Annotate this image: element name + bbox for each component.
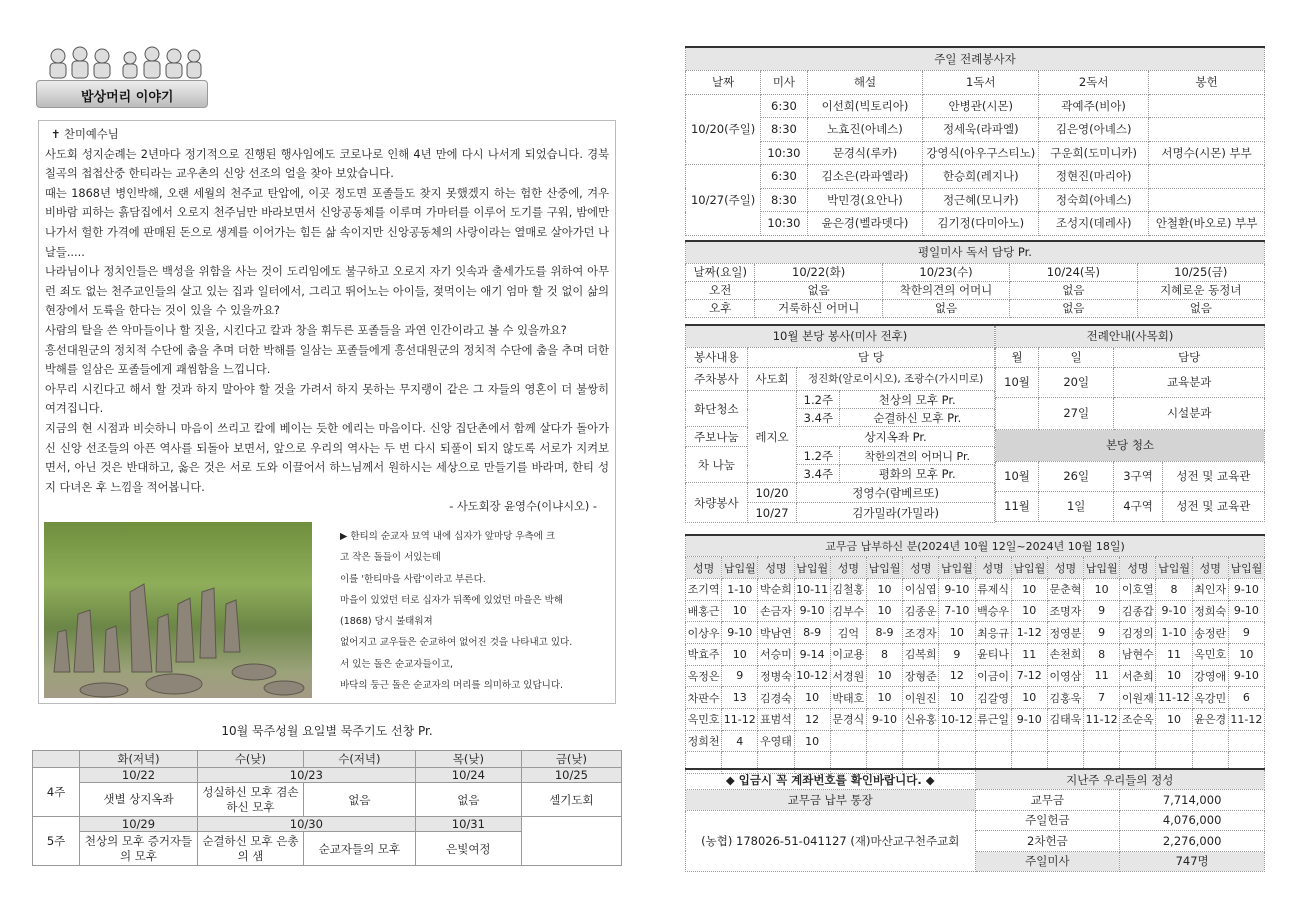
donor-month: 9-10 [866, 709, 902, 731]
donor-name: 최응규 [975, 622, 1011, 644]
donor-name: 박효주 [686, 643, 722, 665]
duty-title: 10월 본당 봉사(미사 전후) [686, 325, 995, 347]
donor-month: 10 [722, 600, 758, 622]
donor-month: 9-10 [1156, 600, 1192, 622]
donor-month: 10 [1084, 578, 1120, 600]
donor-name: 손금자 [758, 600, 794, 622]
donor-month [1084, 730, 1120, 752]
week-label: 5주 [33, 817, 80, 866]
donor-name-header: 성명 [1047, 557, 1083, 579]
donor-month: 10 [866, 665, 902, 687]
donor-name: 정희숙 [1192, 600, 1228, 622]
donor-name: 윤티나 [975, 643, 1011, 665]
donor-month: 10 [794, 730, 830, 752]
hanti-stones-photo [44, 522, 312, 698]
donor-name: 서승미 [758, 643, 794, 665]
col-header: 수(저녁) [303, 751, 415, 768]
donor-month [1011, 730, 1047, 752]
donor-month: 9-14 [794, 643, 830, 665]
col-header: 화(저녁) [80, 751, 198, 768]
donor-name: 정희천 [686, 730, 722, 752]
donor-month: 9 [939, 643, 975, 665]
donor-month-header: 납입월 [722, 557, 758, 579]
donor-name: 김태욱 [1047, 709, 1083, 731]
donor-month: 8-9 [866, 622, 902, 644]
donor-month: 11 [1011, 643, 1047, 665]
donor-name-header: 성명 [758, 557, 794, 579]
donor-month: 13 [722, 687, 758, 709]
offering-title: 지난주 우리들의 정성 [975, 769, 1265, 790]
donor-month: 11 [1084, 665, 1120, 687]
donor-name: 김철홍 [830, 578, 866, 600]
donor-name: 서경원 [830, 665, 866, 687]
donor-name: 윤은경 [1192, 709, 1228, 731]
col-header: 금(낮) [521, 751, 621, 768]
donor-name: 이원진 [903, 687, 939, 709]
logo-text: 밥상머리 이야기 [81, 90, 174, 105]
donor-name-header: 성명 [1120, 557, 1156, 579]
caption-line: 이를 '한티마을 사람'이라고 부른다. [340, 573, 486, 585]
donor-name: 박태호 [830, 687, 866, 709]
donor-name: 이호열 [1120, 578, 1156, 600]
donor-name: 김경숙 [758, 687, 794, 709]
donor-month: 9 [1228, 622, 1264, 644]
donor-month: 11 [1156, 643, 1192, 665]
donor-month: 10 [1011, 600, 1047, 622]
donors-title: 교무금 납부하신 분(2024년 10월 12일~2024년 10월 18일) [686, 535, 1265, 557]
caption-line: 서 있는 돌은 순교자들이고, [340, 658, 454, 670]
cleaning-title: 본당 청소 [996, 429, 1265, 461]
caption-line: 고 작은 돌들이 서있는데 [340, 552, 441, 564]
donor-month: 10-11 [794, 578, 830, 600]
column-logo [36, 44, 208, 110]
donor-month: 10 [866, 600, 902, 622]
donor-name: 옥정은 [686, 665, 722, 687]
donor-name [903, 730, 939, 752]
donor-name [975, 730, 1011, 752]
donor-month: 10 [722, 643, 758, 665]
weekday-table: 평일미사 독서 담당 Pr. 날짜(요일) 10/22(화) 10/23(수) 10/24(목) 10/25(금) 오전 없음 착한의견의 어머니 없음 지혜로운 동정녀 오후 거룩하신 어머니 없음 없음 없음 [685, 240, 1265, 318]
donor-name-header: 성명 [1192, 557, 1228, 579]
donors-table [685, 534, 1265, 774]
stones-illustration-icon [44, 522, 312, 698]
weekday-title: 평일미사 독서 담당 Pr. [686, 241, 1265, 263]
donor-month: 11-12 [1084, 709, 1120, 731]
donor-month-header: 납입월 [1156, 557, 1192, 579]
donor-name: 송정란 [1192, 622, 1228, 644]
donor-name: 강영애 [1192, 665, 1228, 687]
donor-name-header: 성명 [903, 557, 939, 579]
col-header: 목(낮) [415, 751, 521, 768]
donor-month-header: 납입월 [1011, 557, 1047, 579]
donor-name: 이원재 [1120, 687, 1156, 709]
donor-month: 10-12 [939, 709, 975, 731]
donor-month: 12 [794, 709, 830, 731]
donor-month: 10 [794, 687, 830, 709]
donor-name: 문경식 [830, 709, 866, 731]
donor-name: 문춘혁 [1047, 578, 1083, 600]
donor-name: 백승우 [975, 600, 1011, 622]
donor-name: 이금이 [975, 665, 1011, 687]
donor-month: 7-12 [1011, 665, 1047, 687]
bank-title: 교무금 납부 통장 [686, 790, 976, 811]
article-paragraph: 사람의 탈을 쓴 악마들이나 할 짓을, 시킨다고 칼과 창을 휘두른 포졸들을 과연 인간이라고 볼 수 있을까요? [45, 323, 567, 337]
caption-line: ▶ 한티의 순교자 묘역 내에 십자가 앞마당 우측에 크 [340, 531, 556, 542]
caption-line: 마을이 있었던 터로 십자가 뒤쪽에 있었던 마을은 박해 [340, 594, 564, 606]
donor-month: 1-10 [722, 578, 758, 600]
bank-info: (농협) 178026-51-041127 (재)마산교구천주교회 [686, 810, 976, 872]
donor-month-header: 납입월 [939, 557, 975, 579]
donor-month: 10 [1011, 578, 1047, 600]
donor-month [1228, 730, 1264, 752]
donor-month-header: 납입월 [794, 557, 830, 579]
donor-name-header: 성명 [686, 557, 722, 579]
liturgy-table: 주일 전례봉사자 날짜 미사 해설 1독서 2독서 봉헌 10/20(주일) 6:30 이선희(빅토리아) 안병관(시몬) 곽예주(비아) 8:30 노효진(아녜스) 정세욱(라파엘) 김은영(아녜스) 10:30 문경식(루카) 강영식(아우구스티노) 구운희(도미니카) 서명수(시몬) 부부 10/27(주일) 6:30 김소은(라파엘라) 한승희(레지나) 정현진(마리아) 8:30 박민경(요안나) 정근혜(모니카) 정숙희(아녜스) 10:30 윤은경(벨라뎃다) 김기정(다미아노) 조성지(데레사) 안철환(바오로) 부부 [685, 46, 1265, 236]
mass-date: 10/20(주일) [686, 94, 761, 165]
donor-name: 배홍근 [686, 600, 722, 622]
donor-row [686, 730, 1265, 752]
donor-month: 4 [722, 730, 758, 752]
donor-name [830, 730, 866, 752]
article-paragraph: 때는 1868년 병인박해, 오랜 세월의 천주교 탄압에, 이곳 정도면 포졸들도 찾지 못했겠지 하는 험한 산중에, 겨우 비바람 피하는 흙담집에서 오로지 천주님만 바라보면서 신앙공동체를 이루며 가마터를 이루어 도기를 구워, 밤에만 나가서 헐한 가격에 판매된 돈으로 생계를 이어가는 힘든 삶 속이지만 신앙공동체의 사랑이라는 열매로 살아가던 나날들..... [45, 186, 609, 259]
donor-month: 11-12 [1156, 687, 1192, 709]
donor-name: 김종운 [903, 600, 939, 622]
prayer-title: 10월 묵주성월 요일별 묵주기도 선창 Pr. [221, 724, 433, 738]
donor-row [686, 687, 1265, 709]
donor-row [686, 709, 1265, 731]
donor-name: 신유홍 [903, 709, 939, 731]
donor-name [1047, 730, 1083, 752]
donor-name: 옥민호 [1192, 643, 1228, 665]
donor-name: 이교용 [830, 643, 866, 665]
duty-table: 10월 본당 봉사(미사 전후) 봉사내용 담 당 주차봉사 사도회 정진화(알로이시오), 조광수(가시미로) 화단청소 레지오 1.2주 천상의 모후 Pr. 3.4주 순결하신 모후 Pr. 주보나눔 상지옥좌 Pr. 차 나눔 1.2주 착한의견의 어머니 Pr. 3.4주 평화의 모후 Pr. 차량봉사 10/20 정영수(람베르또) 10/27 김가밀라(가밀라) [685, 324, 995, 523]
donor-month: 1-12 [1011, 622, 1047, 644]
donor-month: 8 [1156, 578, 1192, 600]
donor-month: 10-12 [794, 665, 830, 687]
donor-name: 옥민호 [686, 709, 722, 731]
article-greeting: ✝ 찬미예수님 [51, 128, 119, 141]
donor-month: 8 [1084, 643, 1120, 665]
donor-name [1120, 730, 1156, 752]
col-header: 수(낮) [197, 751, 303, 768]
donor-name: 김복희 [903, 643, 939, 665]
donor-month: 1-10 [1156, 622, 1192, 644]
article-paragraph: 아무리 시킨다고 해서 할 것과 하지 말아야 할 것을 가려서 하지 못하는 무지랭이 같은 그 자들의 영혼이 더 불쌍히 여겨집니다. [45, 382, 609, 416]
article-paragraph: 흥선대원군의 정치적 수단에 춤을 추며 더한 박해를 일삼는 포졸들에게 흥선대원군의 정치적 수단에 춤을 추며 더한 박해를 일삼은 포졸들에게 괘씸함을 느낍니다. [45, 343, 609, 377]
account-notice: ◆ 입금시 꼭 계좌번호를 확인바랍니다. ◆ [686, 769, 976, 790]
donor-name: 표범석 [758, 709, 794, 731]
donor-name: 김부수 [830, 600, 866, 622]
donor-name: 우영태 [758, 730, 794, 752]
donor-name: 박남연 [758, 622, 794, 644]
people-illustration-icon [44, 44, 204, 80]
donor-row [686, 600, 1265, 622]
donor-month: 10 [1011, 687, 1047, 709]
mass-date: 10/27(주일) [686, 165, 761, 236]
donor-name-header: 성명 [975, 557, 1011, 579]
donor-name: 손천희 [1047, 643, 1083, 665]
donor-month: 10 [1156, 665, 1192, 687]
article-paragraph: 사도회 성지순례는 2년마다 정기적으로 진행된 행사임에도 코로나로 인해 4년 만에 다시 나서게 되었습니다. 경북 칠곡의 첩첩산중 한티라는 교우촌의 신앙 선조의 얼을 찾아 보았습니다. [45, 147, 609, 181]
donor-month: 10 [866, 578, 902, 600]
donor-name: 김종갑 [1120, 600, 1156, 622]
donor-name: 옥강민 [1192, 687, 1228, 709]
donor-month: 9-10 [794, 600, 830, 622]
donor-row [686, 622, 1265, 644]
article-signature: - 사도회장 윤영수(이냐시오) - [449, 500, 597, 514]
donor-name: 김홍욱 [1047, 687, 1083, 709]
donor-name: 김갈영 [975, 687, 1011, 709]
donor-name: 차판수 [686, 687, 722, 709]
article-paragraph: 나라님이나 정치인들은 백성을 위함을 사는 것이 도리임에도 불구하고 오로지 자기 잇속과 출세가도를 위하여 아무런 죄도 없는 천주교인들의 살고 있는 집과 일터에서, 그리고 뛰어노는 아이들, 젖먹이는 애기 엄마 할 것 없이 삶의 현장에서 도륙을 한다는 것이 있을 수 있을까요? [45, 265, 609, 318]
donor-month: 9-10 [1228, 600, 1264, 622]
donor-name: 남현수 [1120, 643, 1156, 665]
article-paragraph: 지금의 현 시점과 비슷하니 마음이 쓰리고 칼에 베이는 듯한 에리는 마음이다. 신앙 집단촌에서 함께 살다가 돌아가신 신앙 선조들의 아픈 역사를 되돌아 보면서, 앞으로 우리의 역사는 두 번 다시 되풀이 되지 않도록 서로가 지켜보면서, 아닌 것은 반대하고, 옳은 것은 서로 도와 이끌어서 하느님께서 원하시는 세상으로 만들기를 바라며, 한티 성지 다녀온 후 느낌을 적어봅니다. [45, 421, 609, 494]
donor-name: 류제식 [975, 578, 1011, 600]
donor-month: 10 [866, 687, 902, 709]
donor-month: 10 [1228, 643, 1264, 665]
donor-month: 9-10 [722, 622, 758, 644]
donor-month-header: 납입월 [1228, 557, 1264, 579]
liturgy-title: 주일 전례봉사자 [686, 47, 1265, 71]
donor-name: 박순희 [758, 578, 794, 600]
donor-month: 8 [866, 643, 902, 665]
donor-month: 9-10 [1011, 709, 1047, 731]
caption-line: 바닥의 둥근 돌은 순교자의 머리를 의미하고 있답니다. [340, 680, 564, 692]
photo-caption [340, 526, 602, 696]
caption-line: 없어지고 교우들은 순교하여 없어진 것을 나타내고 있다. [340, 637, 573, 649]
donor-name: 서춘희 [1120, 665, 1156, 687]
donor-name: 조기역 [686, 578, 722, 600]
donor-name: 조명자 [1047, 600, 1083, 622]
donor-month: 9-10 [939, 578, 975, 600]
donor-month: 6 [1228, 687, 1264, 709]
donor-name: 정영분 [1047, 622, 1083, 644]
logo-banner [36, 80, 208, 108]
donor-month: 11-12 [722, 709, 758, 731]
donor-row [686, 578, 1265, 600]
account-table: ◆ 입금시 꼭 계좌번호를 확인바랍니다. ◆ 지난주 우리들의 정성 교무금 납부 통장 교무금 7,714,000 (농협) 178026-51-041127 (재)마산교구천주교회 주일헌금 4,076,000 2차헌금 2,276,000 주일미사 747명 [685, 768, 1265, 872]
donor-name: 류근일 [975, 709, 1011, 731]
donor-month [939, 730, 975, 752]
donor-name-header: 성명 [830, 557, 866, 579]
donor-name: 장형준 [903, 665, 939, 687]
donor-name: 이상우 [686, 622, 722, 644]
donor-month-header: 납입월 [866, 557, 902, 579]
prayer-table: 화(저녁) 수(낮) 수(저녁) 목(낮) 금(낮) 4주 10/22 10/23 10/24 10/25 샛별 상지옥좌 성실하신 모후 겸손하신 모후 없음 없음 셀기도회 5주 10/29 10/30 10/31 천상의 모후 증거자들의 모후 순결하신 모후 은총의 샘 순교자들의 모후 은빛여정 [32, 750, 622, 866]
donor-name: 정병숙 [758, 665, 794, 687]
donor-month: 9-10 [1228, 665, 1264, 687]
donor-name: 조경자 [903, 622, 939, 644]
donor-month: 9 [722, 665, 758, 687]
donor-name [1192, 730, 1228, 752]
donor-name: 조순옥 [1120, 709, 1156, 731]
donor-month: 7-10 [939, 600, 975, 622]
donor-month: 8-9 [794, 622, 830, 644]
donor-month [1156, 730, 1192, 752]
donor-month: 9 [1084, 600, 1120, 622]
donor-name: 김정의 [1120, 622, 1156, 644]
donor-month: 9-10 [1228, 578, 1264, 600]
donor-month: 11-12 [1228, 709, 1264, 731]
guide-table: 전례안내(사목회) 월 일 담당 10월 20일 교육분과 27일 시설분과 본당 청소 10월 26일 3구역 성전 및 교육관 11월 1일 4구역 성전 및 교육관 [995, 324, 1265, 522]
caption-line: (1868) 당시 불태워져 [340, 616, 433, 628]
donor-row [686, 643, 1265, 665]
donor-name: 김억 [830, 622, 866, 644]
donor-month: 10 [939, 622, 975, 644]
donor-row [686, 665, 1265, 687]
donor-month: 7 [1084, 687, 1120, 709]
donor-month [866, 730, 902, 752]
donor-name: 이심엽 [903, 578, 939, 600]
donor-month: 10 [1156, 709, 1192, 731]
donor-month-header: 납입월 [1084, 557, 1120, 579]
donor-month: 10 [939, 687, 975, 709]
guide-title: 전례안내(사목회) [996, 325, 1265, 347]
donor-month: 12 [939, 665, 975, 687]
week-label: 4주 [33, 768, 80, 817]
donor-name: 이영삼 [1047, 665, 1083, 687]
donor-name: 최인자 [1192, 578, 1228, 600]
donor-month: 9 [1084, 622, 1120, 644]
